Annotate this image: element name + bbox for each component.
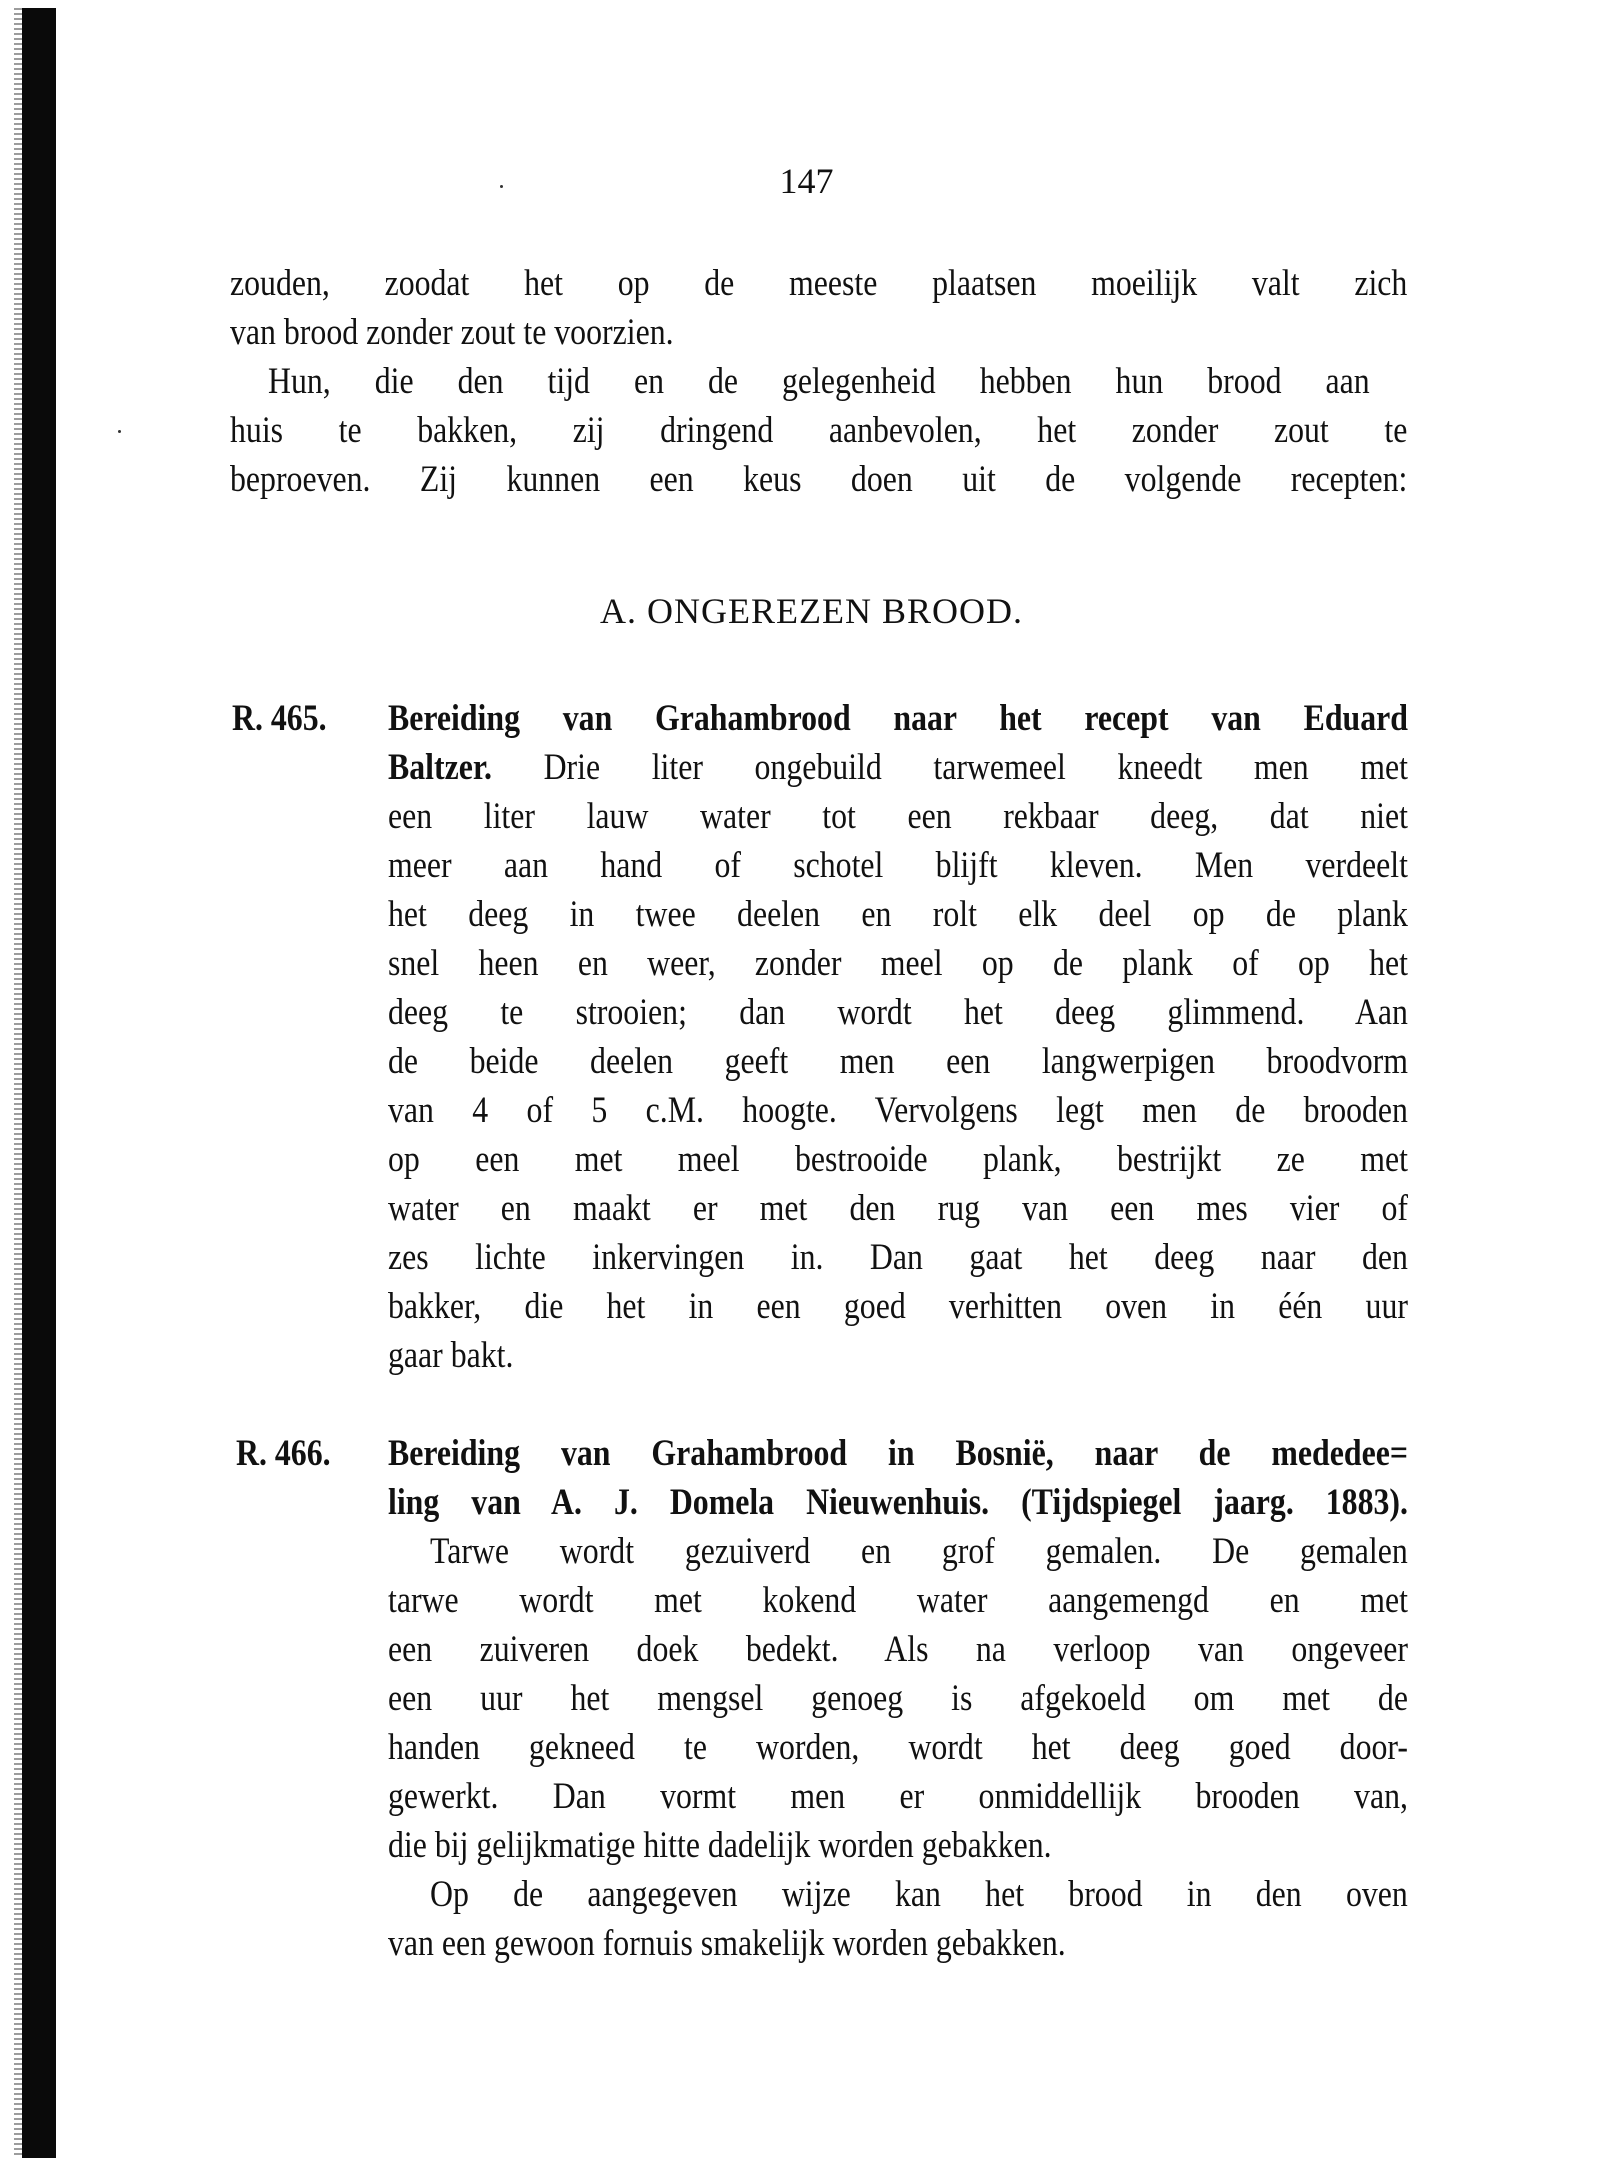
text-line: snel heen en weer, zonder meel op de plank of op het bbox=[388, 943, 1408, 984]
text-line: het deeg in twee deelen en rolt elk deel op de plank bbox=[388, 894, 1408, 935]
page-number: 147 bbox=[779, 161, 834, 201]
text-line: van 4 of 5 c.M. hoogte. Vervolgens legt men de brooden bbox=[388, 1090, 1408, 1131]
text-line: gewerkt. Dan vormt men er onmiddellijk brooden van, bbox=[388, 1776, 1408, 1817]
recipe-title: ling van A. J. Domela Nieuwenhuis. (Tijdspiegel jaarg. 1883). bbox=[388, 1482, 1408, 1523]
text-line bbox=[388, 746, 1408, 790]
text-line: de beide deelen geeft men een langwerpigen broodvorm bbox=[388, 1041, 1408, 1082]
section-heading: A. ONGEREZEN BROOD. bbox=[600, 591, 1023, 631]
scan-binding-edge bbox=[22, 8, 56, 2158]
text-line: zouden, zoodat het op de meeste plaatsen moeilijk valt zich bbox=[230, 263, 1408, 304]
text-line: water en maakt er met den rug van een mes vier of bbox=[388, 1188, 1408, 1229]
text-line: handen gekneed te worden, wordt het deeg goed door- bbox=[388, 1727, 1408, 1768]
recipe-title: Bereiding van Grahambrood naar het recept van Eduard bbox=[388, 698, 1408, 739]
text-line: bakker, die het in een goed verhitten oven in één uur bbox=[388, 1286, 1408, 1327]
text-line: zes lichte inkervingen in. Dan gaat het deeg naar den bbox=[388, 1237, 1408, 1278]
text-line: beproeven. Zij kunnen een keus doen uit de volgende recepten: bbox=[230, 459, 1408, 500]
text-line: een liter lauw water tot een rekbaar deeg, dat niet bbox=[388, 796, 1408, 837]
text-line: Op de aangegeven wijze kan het brood in den oven bbox=[430, 1874, 1408, 1915]
scan-speck bbox=[118, 430, 121, 433]
recipe-title: Baltzer. bbox=[388, 747, 492, 788]
text-line: tarwe wordt met kokend water aangemengd en met bbox=[388, 1580, 1408, 1621]
recipe-title: Bereiding van Grahambrood in Bosnië, naar de mededee= bbox=[388, 1433, 1408, 1474]
text-line: op een met meel bestrooide plank, bestrijkt ze met bbox=[388, 1139, 1408, 1180]
text-line: die bij gelijkmatige hitte dadelijk worden gebakken. bbox=[388, 1825, 1052, 1866]
recipe-body: Drie liter ongebuild tarwemeel kneedt men met bbox=[491, 747, 1408, 788]
text-line: Tarwe wordt gezuiverd en grof gemalen. De gemalen bbox=[430, 1531, 1408, 1572]
text-line: meer aan hand of schotel blijft kleven. Men verdeelt bbox=[388, 845, 1408, 886]
text-line: Hun, die den tijd en de gelegenheid hebben hun brood aan bbox=[268, 361, 1370, 402]
text-line: gaar bakt. bbox=[388, 1335, 514, 1376]
text-line: huis te bakken, zij dringend aanbevolen, het zonder zout te bbox=[230, 410, 1408, 451]
text-line: van brood zonder zout te voorzien. bbox=[230, 312, 674, 353]
text-line: deeg te strooien; dan wordt het deeg glimmend. Aan bbox=[388, 992, 1408, 1033]
recipe-number: R. 465. bbox=[232, 698, 327, 739]
text-line: een zuiveren doek bedekt. Als na verloop van ongeveer bbox=[388, 1629, 1408, 1670]
recipe-number: R. 466. bbox=[236, 1433, 331, 1474]
text-line: van een gewoon fornuis smakelijk worden gebakken. bbox=[388, 1923, 1066, 1964]
text-line: een uur het mengsel genoeg is afgekoeld om met de bbox=[388, 1678, 1408, 1719]
